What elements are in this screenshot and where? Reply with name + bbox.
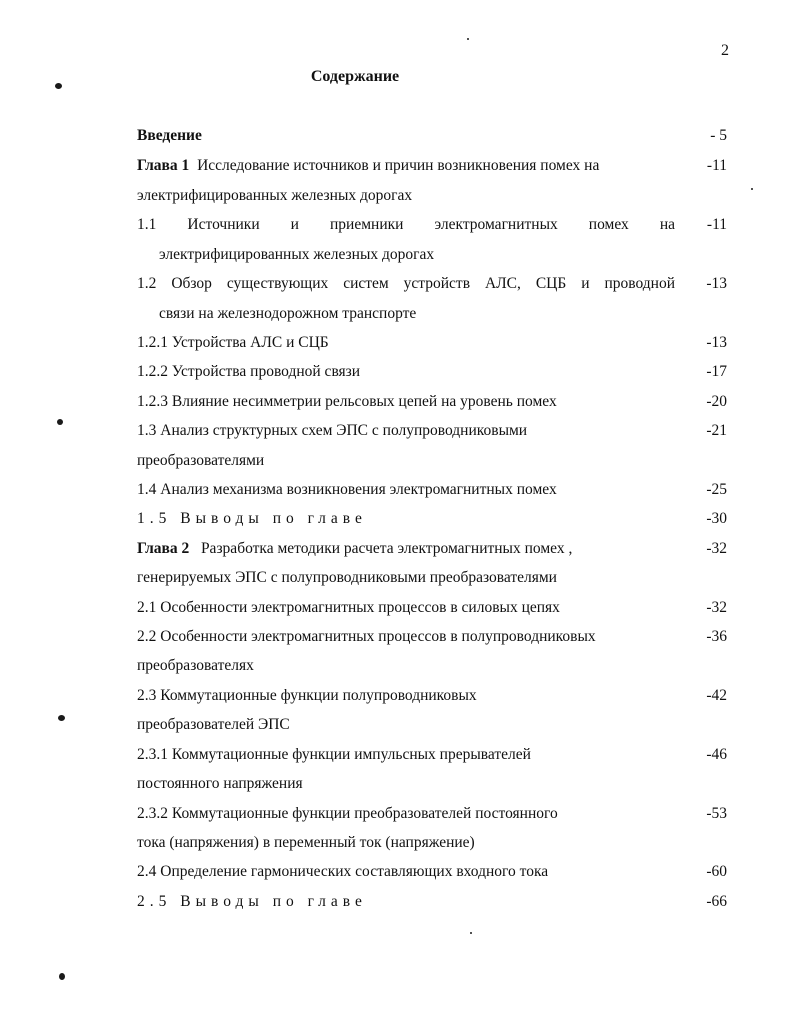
toc-entry-introduction: Введение	[137, 127, 202, 144]
toc-page: -36	[706, 628, 727, 645]
toc-page: -66	[706, 893, 727, 910]
toc-entry-2-3-2: 2.3.2 Коммутационные функции преобразователей постоянного	[137, 805, 558, 822]
toc-entry-2-2: 2.2 Особенности электромагнитных процессов в полупроводниковых	[137, 628, 596, 645]
toc-page: - 5	[710, 127, 727, 144]
scan-speck	[467, 38, 469, 40]
toc-page: -20	[706, 393, 727, 410]
toc-entry-1-5: 1.5 Выводы по главе	[137, 510, 367, 527]
toc-page: -11	[706, 157, 727, 174]
toc-entry-1-2-3: 1.2.3 Влияние несимметрии рельсовых цепей на уровень помех	[137, 393, 557, 410]
scan-speck	[57, 419, 63, 425]
page-title: Содержание	[310, 68, 400, 85]
toc-page: -13	[706, 275, 727, 292]
toc-page: -30	[706, 510, 727, 527]
toc-page: -11	[706, 216, 727, 233]
toc-entry-line: тока (напряжения) в переменный ток (напряжение)	[137, 834, 475, 851]
toc-page: -60	[706, 863, 727, 880]
toc-page: -32	[706, 540, 727, 557]
toc-entry-line: постоянного напряжения	[137, 775, 303, 792]
scan-speck	[751, 188, 753, 190]
toc-page: -42	[706, 687, 727, 704]
toc-page: -32	[706, 599, 727, 616]
toc-entry-line: преобразователях	[137, 657, 254, 674]
toc-entry-2-5: 2.5 Выводы по главе	[137, 893, 367, 910]
toc-entry-line: генерируемых ЭПС с полупроводниковыми преобразователями	[137, 569, 557, 586]
toc-entry-line: связи на железнодорожном транспорте	[159, 305, 417, 322]
toc-page: -53	[706, 805, 727, 822]
toc-entry-chapter-2: Глава 2 Разработка методики расчета электромагнитных помех ,	[137, 540, 573, 557]
toc-page: -25	[706, 481, 727, 498]
toc-entry-2-3: 2.3 Коммутационные функции полупроводниковых	[137, 687, 477, 704]
scan-speck	[470, 932, 472, 934]
toc-page: -17	[706, 363, 727, 380]
toc-entry-1-2: 1.2 Обзор существующих систем устройств АЛС, СЦБ и проводной	[137, 275, 675, 292]
toc-entry-1-1: 1.1 Источники и приемники электромагнитных помех на	[137, 216, 675, 233]
toc-entry-line: электрифицированных железных дорогах	[159, 246, 435, 263]
toc-entry-line: электрифицированных железных дорогах	[137, 187, 413, 204]
toc-page: -46	[706, 746, 727, 763]
toc-entry-1-4: 1.4 Анализ механизма возникновения электромагнитных помех	[137, 481, 557, 498]
toc-entry-1-3: 1.3 Анализ структурных схем ЭПС с полупроводниковыми	[137, 422, 528, 439]
toc-entry-line: преобразователями	[137, 452, 265, 469]
toc-entry-1-2-2: 1.2.2 Устройства проводной связи	[137, 363, 361, 380]
toc-entry-2-4: 2.4 Определение гармонических составляющих входного тока	[137, 863, 549, 880]
toc-entry-line: преобразователей ЭПС	[137, 716, 290, 733]
toc-entry-chapter-1: Глава 1 Исследование источников и причин возникновения помех на	[137, 157, 600, 174]
page-number: 2	[721, 42, 729, 59]
toc-entry-2-1: 2.1 Особенности электромагнитных процессов в силовых цепях	[137, 599, 560, 616]
toc-entry-2-3-1: 2.3.1 Коммутационные функции импульсных прерывателей	[137, 746, 531, 763]
scan-speck	[58, 715, 65, 721]
toc-page: -21	[706, 422, 727, 439]
toc-entry-1-2-1: 1.2.1 Устройства АЛС и СЦБ	[137, 334, 329, 351]
scan-speck	[55, 83, 62, 89]
scan-speck	[59, 973, 65, 980]
toc-page: -13	[706, 334, 727, 351]
